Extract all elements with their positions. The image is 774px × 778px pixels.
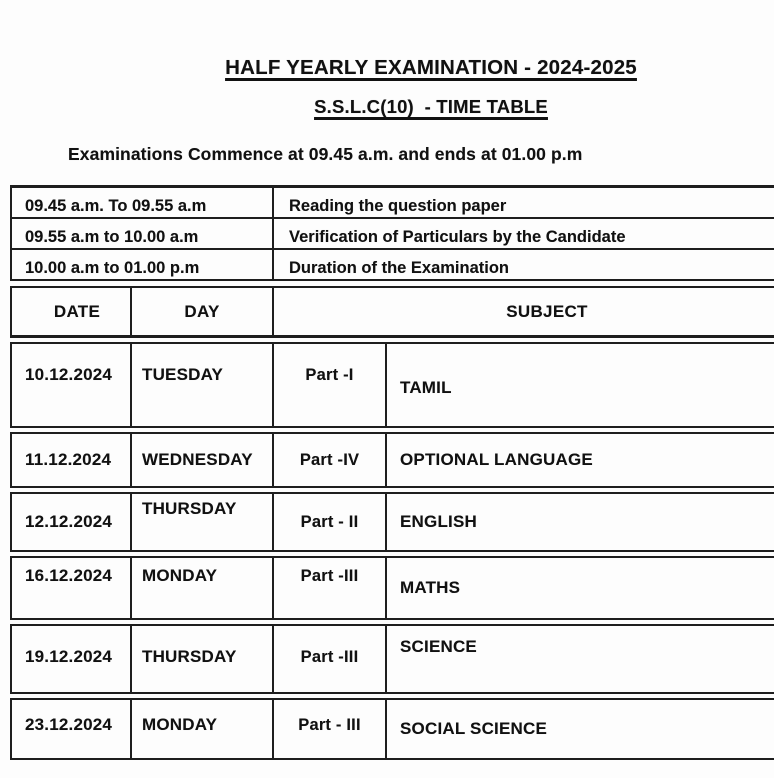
table-row <box>10 432 774 488</box>
exam-day: MONDAY <box>142 715 218 734</box>
schedule-info-table <box>10 185 774 281</box>
schedule-info-row <box>12 219 774 250</box>
day-cell <box>132 434 274 486</box>
table-row <box>10 556 774 620</box>
date-cell <box>12 494 132 550</box>
part-cell <box>274 626 387 692</box>
schedule-activity: Reading the question paper <box>289 197 507 215</box>
date-cell <box>12 344 132 426</box>
header-subject <box>274 288 774 335</box>
schedule-activity: Verification of Particulars by the Candidate <box>289 228 626 246</box>
schedule-activity-cell <box>274 188 774 217</box>
date-cell <box>12 700 132 758</box>
part-cell <box>274 700 387 758</box>
date-cell <box>12 626 132 692</box>
exam-date: 11.12.2024 <box>25 450 112 469</box>
day-cell <box>132 626 274 692</box>
exam-subject: MATHS <box>400 578 461 597</box>
subject-cell <box>387 434 774 486</box>
exam-day: MONDAY <box>142 566 218 585</box>
subject-cell <box>387 700 774 758</box>
table-row <box>10 492 774 552</box>
exam-subject: ENGLISH <box>400 512 477 531</box>
subject-cell <box>387 494 774 550</box>
schedule-time: 09.55 a.m to 10.00 a.m <box>25 228 199 246</box>
date-cell <box>12 558 132 618</box>
exam-subject: TAMIL <box>400 378 452 397</box>
schedule-activity-cell <box>274 250 774 279</box>
exam-date: 12.12.2024 <box>25 512 113 531</box>
header-date <box>12 288 132 335</box>
exam-date: 19.12.2024 <box>25 647 113 666</box>
schedule-info-row <box>12 250 774 281</box>
schedule-time-cell <box>12 250 274 279</box>
day-cell <box>132 494 274 550</box>
exam-day: TUESDAY <box>142 365 224 384</box>
exam-day: THURSDAY <box>142 499 237 518</box>
schedule-time-cell <box>12 188 274 217</box>
part-cell <box>274 494 387 550</box>
page-subtitle: S.S.L.C(10) - TIME TABLE <box>314 96 548 117</box>
table-row <box>10 698 774 760</box>
exam-part: Part -IV <box>299 450 360 469</box>
schedule-info-row <box>12 188 774 219</box>
exam-date: 23.12.2024 <box>25 715 113 734</box>
exam-subject: SCIENCE <box>400 637 477 656</box>
subject-cell <box>387 558 774 618</box>
header-day <box>132 288 274 335</box>
exam-part: Part - II <box>300 512 359 531</box>
commence-note: Examinations Commence at 09.45 a.m. and ends at 01.00 p.m <box>68 144 583 164</box>
subject-cell <box>387 344 774 426</box>
part-cell <box>274 344 387 426</box>
exam-date: 10.12.2024 <box>25 365 113 384</box>
exam-day: WEDNESDAY <box>142 450 253 469</box>
header-day-label: DAY <box>184 301 220 321</box>
exam-subject: OPTIONAL LANGUAGE <box>400 450 593 469</box>
schedule-time: 10.00 a.m to 01.00 p.m <box>25 259 200 277</box>
schedule-activity: Duration of the Examination <box>289 259 510 277</box>
exam-subject: SOCIAL SCIENCE <box>400 719 548 738</box>
subject-cell <box>387 626 774 692</box>
exam-part: Part -III <box>300 566 359 585</box>
schedule-time-cell <box>12 219 274 248</box>
exam-part: Part -III <box>300 647 359 666</box>
timetable-header-row <box>10 286 774 338</box>
day-cell <box>132 700 274 758</box>
table-row <box>10 342 774 428</box>
page-title: HALF YEARLY EXAMINATION - 2024-2025 <box>225 56 637 79</box>
date-cell <box>12 434 132 486</box>
document-header <box>44 56 774 118</box>
schedule-activity-cell <box>274 219 774 248</box>
day-cell <box>132 344 274 426</box>
part-cell <box>274 558 387 618</box>
schedule-time: 09.45 a.m. To 09.55 a.m <box>25 197 207 215</box>
exam-date: 16.12.2024 <box>25 566 113 585</box>
exam-timetable <box>10 185 774 760</box>
exam-day: THURSDAY <box>142 647 237 666</box>
part-cell <box>274 434 387 486</box>
exam-part: Part - III <box>298 715 361 734</box>
header-date-label: DATE <box>53 301 101 321</box>
exam-part: Part -I <box>305 365 354 384</box>
table-row <box>10 624 774 694</box>
header-subject-label: SUBJECT <box>506 301 588 321</box>
day-cell <box>132 558 274 618</box>
